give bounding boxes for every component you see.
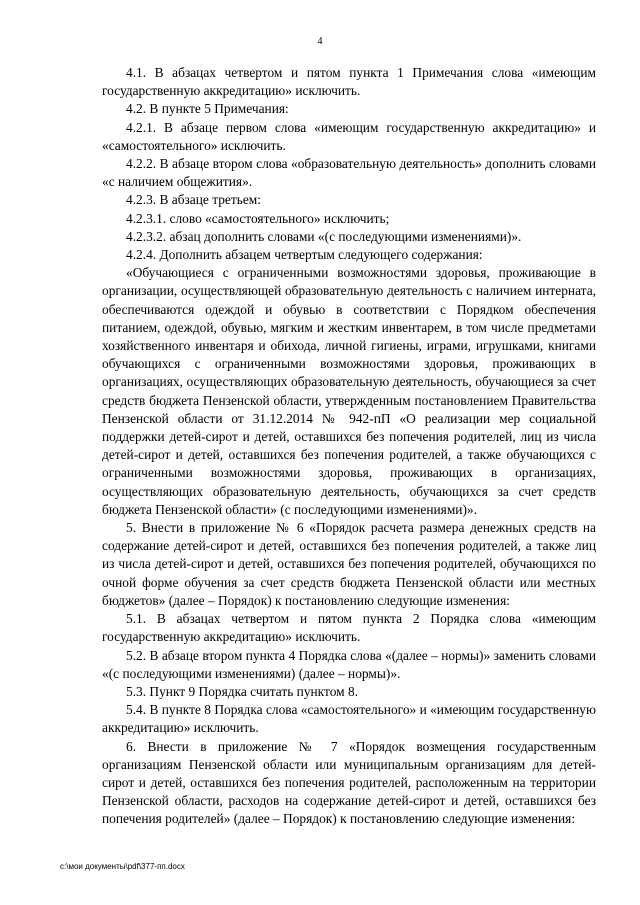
paragraph-4-1: 4.1. В абзацах четвертом и пятом пункта 1 Примечания слова «имеющим государственную аккредитацию» исключить. bbox=[102, 65, 596, 99]
paragraph-4-2: 4.2. В пункте 5 Примечания: bbox=[126, 101, 289, 117]
paragraph-5: 5. Внести в приложение № 6 «Порядок расчета размера денежных средств на содержание детей-сирот и детей, оставшихся без попечения родителей, а также лиц из числа детей-сирот и детей, оставшихся без попечения родителей, обучающихся по очной форме обучения за счет средств бюджета Пензенской области или местных бюджетов» (далее – Порядок) к постановлению следующие изменения: bbox=[102, 520, 596, 608]
paragraph-quote: «Обучающиеся с ограниченными возможностями здоровья, проживающие в организации, осуществляющей образовательную деятельность с наличием интерната, обеспечиваются одеждой и обувью в соответствии с Порядком обеспечения питанием, одеждой, обувью, мягким и жестким инвентарем, в том числе предметами хозяйственного инвентаря и обихода, личной гигиены, играми, игрушками, книгами обучающихся с ограниченными возможностями здоровья, проживающих в организациях, осуществляющих образовательную деятельность, обучающиеся за счет средств бюджета Пензенской области, утвержденным постановлением Правительства Пензенской области от 31.12.2014 № 942-пП «О реализации мер социальной поддержки детей-сирот и детей, оставшихся без попечения родителей, лиц из числа детей-сирот и детей, оставшихся без попечения родителей, а также обучающихся с ограниченными возможностями здоровья, проживающих в организациях, осуществляющих образовательную деятельность, обучающихся за счет средств бюджета Пензенской области» (с последующими изменениями)». bbox=[102, 265, 596, 517]
page-number: 4 bbox=[317, 36, 323, 47]
paragraph-4-2-1: 4.2.1. В абзаце первом слова «имеющим государственную аккредитацию» и «самостоятельного» исключить. bbox=[102, 119, 596, 153]
document-body bbox=[102, 64, 596, 829]
paragraph-6: 6. Внести в приложение № 7 «Порядок возмещения государственным организациям Пензенской области или муниципальным организациям для детей-сирот и детей, оставшихся без попечения родителей, расположенным на территории Пензенской области, расходов на содержание детей-сирот и детей, оставшихся без попечения родителей» (далее – Порядок) к постановлению следующие изменения: bbox=[102, 738, 596, 827]
paragraph-5-1: 5.1. В абзацах четвертом и пятом пункта 2 Порядка слова «имеющим государственную аккредитацию» исключить. bbox=[102, 611, 596, 645]
paragraph-4-2-3: 4.2.3. В абзаце третьем: bbox=[126, 192, 261, 208]
paragraph-4-2-3-2: 4.2.3.2. абзац дополнить словами «(с последующими изменениями)». bbox=[126, 228, 522, 244]
paragraph-5-3: 5.3. Пункт 9 Порядка считать пунктом 8. bbox=[126, 683, 358, 699]
paragraph-4-2-2: 4.2.2. В абзаце втором слова «образовательную деятельность» дополнить словами «с наличием общежития». bbox=[102, 156, 596, 190]
paragraph-4-2-4: 4.2.4. Дополнить абзацем четвертым следующего содержания: bbox=[126, 247, 483, 263]
footer-file-path: c:\мои документы\pdf\377-пп.docx bbox=[60, 862, 185, 871]
paragraph-5-2: 5.2. В абзаце втором пункта 4 Порядка слова «(далее – нормы)» заменить словами «(с последующими изменениями) (далее – нормы)». bbox=[102, 647, 596, 681]
paragraph-5-4: 5.4. В пункте 8 Порядка слова «самостоятельного» и «имеющим государственную аккредитацию» исключить. bbox=[102, 702, 596, 736]
paragraph-4-2-3-1: 4.2.3.1. слово «самостоятельного» исключить; bbox=[126, 210, 390, 226]
